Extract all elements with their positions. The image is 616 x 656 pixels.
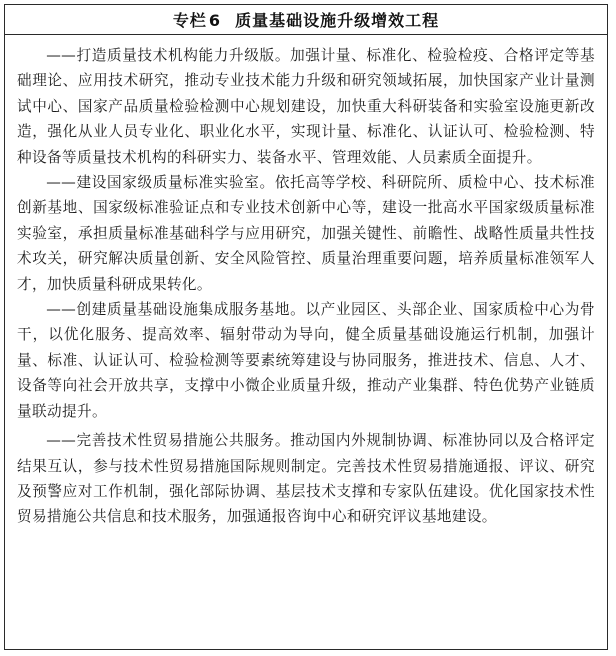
column-title bbox=[173, 8, 439, 31]
paragraph-quality-institutions: ——打造质量技术机构能力升级版。加强计量、标准化、检验检疫、合格评定等基础理论、应用技术研究，推动专业技术能力升级和研究领域拓展，加快国家产业计量测试中心、国家产品质量检验检测中心规划建设，加快重大科研装备和实验室设施更新改造，强化从业人员专业化、职业化水平，实现计量、标准化、认证认可、检验检测、特种设备等质量技术机构的科研实力、装备水平、管理效能、人员素质全面提升。 bbox=[17, 47, 595, 166]
column-title-text: 质量基础设施升级增效工程 bbox=[235, 11, 440, 30]
column-title-number: 6 bbox=[208, 11, 222, 30]
column-title-row bbox=[5, 5, 607, 35]
paragraph-integrated-service-base: ——创建质量基础设施集成服务基地。以产业园区、头部企业、国家质检中心为骨干，以优化服务、提高效率、辐射带动为导向，健全质量基础设施运行机制，加强计量、标准、认证认可、检验检测等要素统筹建设与协同服务，推进技术、信息、人才、设备等向社会开放共享，支撑中小微企业质量升级，推动产业集群、特色优势产业链质量联动提升。 bbox=[17, 301, 595, 420]
paragraph-trade-measures-service: ——完善技术性贸易措施公共服务。推动国内外规制协调、标准协同以及合格评定结果互认，参与技术性贸易措施国际规则制定。完善技术性贸易措施通报、评议、研究及预警应对工作机制，强化部际协调、基层技术支撑和专家队伍建设。优化国家技术性贸易措施公共信息和技术服务，加强通报咨询中心和研究评议基地建设。 bbox=[17, 432, 595, 526]
column-content bbox=[5, 35, 607, 530]
column-title-label: 专栏 bbox=[172, 11, 207, 30]
column-box bbox=[4, 4, 608, 650]
paragraph-standard-laboratories: ——建设国家级质量标准实验室。依托高等学校、科研院所、质检中心、技术标准创新基地、国家级标准验证点和专业技术创新中心等，建设一批高水平国家级质量标准实验室，承担质量标准基础科学与应用研究，加强关键性、前瞻性、战略性质量共性技术攻关，研究解决质量创新、安全风险管控、质量治理重要问题，培养质量标准领军人才，加快质量科研成果转化。 bbox=[17, 174, 595, 293]
